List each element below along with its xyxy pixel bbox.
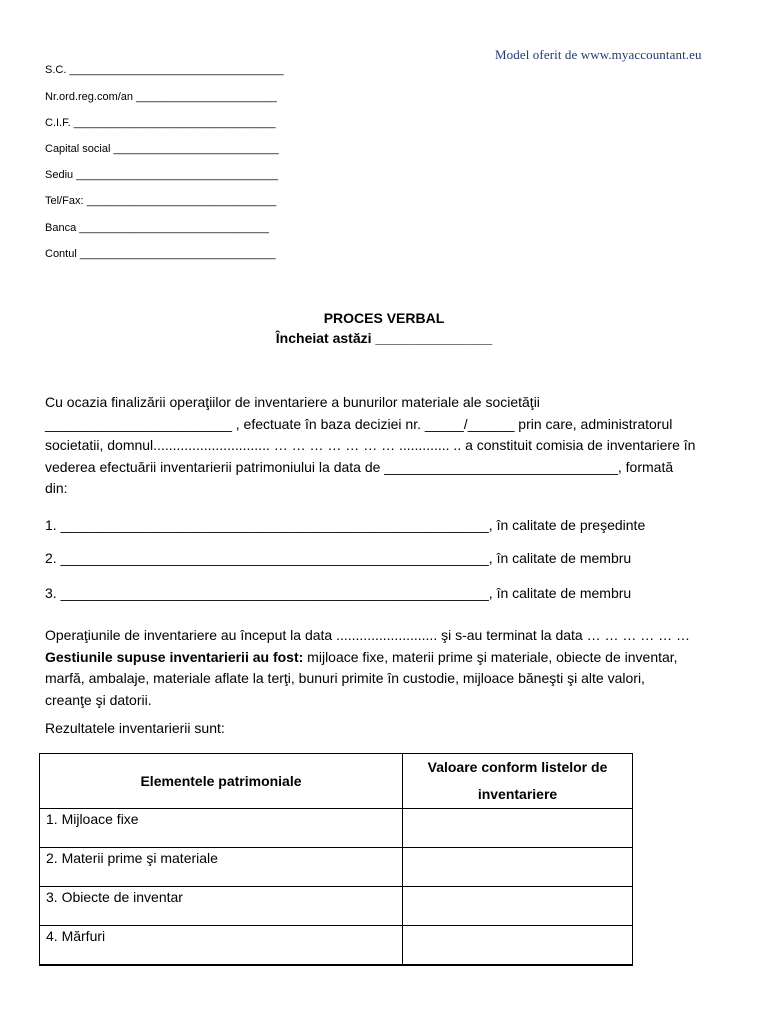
results-table: [39, 753, 633, 966]
table-row: [40, 848, 633, 887]
intro-line: din:: [45, 480, 68, 496]
account-field[interactable]: Contul ________________________________: [45, 248, 276, 260]
document-title: PROCES VERBAL: [323, 310, 445, 326]
table-row: [40, 809, 633, 848]
operations-line: creanţe şi datorii.: [45, 691, 152, 708]
row-label: 3. Obiecte de inventar: [40, 887, 403, 926]
document-date-line[interactable]: Încheiat astăzi _______________: [275, 330, 493, 346]
bank-field[interactable]: Banca _______________________________: [45, 222, 269, 234]
operations-bold-lead: Gestiunile supuse inventarierii au fost:: [45, 648, 304, 665]
commission-member-3[interactable]: 3. _______________________________________________________, în calitate de membru: [45, 585, 632, 601]
commission-member-president[interactable]: 1. _______________________________________________________, în calitate de preşedinte: [45, 517, 646, 533]
column-header-value-line1: Valoare conform listelor de: [427, 759, 608, 775]
registration-number-field[interactable]: Nr.ord.reg.com/an _______________________: [45, 91, 277, 103]
share-capital-field[interactable]: Capital social ___________________________: [45, 143, 279, 155]
company-name-field[interactable]: S.C. ___________________________________: [45, 64, 284, 76]
intro-line: societatii, domnul.............................. … … … … … … … ............. .. a constituit comisia de inventariere în: [45, 437, 696, 453]
operations-line: [45, 647, 690, 669]
intro-paragraph: [45, 392, 695, 500]
intro-line: Cu ocazia finalizării operaţiilor de inventariere a bunurilor materiale ale societăţii: [45, 394, 540, 410]
row-value-cell[interactable]: [403, 926, 633, 966]
commission-member-2[interactable]: 2. _______________________________________________________, în calitate de membru: [45, 550, 632, 566]
row-label: 1. Mijloace fixe: [40, 809, 403, 848]
headquarters-field[interactable]: Sediu _________________________________: [45, 169, 279, 181]
row-value-cell[interactable]: [403, 887, 633, 926]
intro-line: ________________________ , efectuate în baza deciziei nr. _____/______ prin care, administratorul: [45, 415, 673, 432]
row-label: 2. Materii prime şi materiale: [40, 848, 403, 887]
operations-list-start: mijloace fixe, materii prime şi materiale, obiecte de inventar,: [303, 648, 678, 665]
table-header-row: [40, 754, 633, 809]
row-label: 4. Mărfuri: [40, 926, 403, 966]
operations-line: Operaţiunile de inventariere au început la data .......................... şi s-au terminat la data … … … … … …: [45, 627, 691, 643]
results-label: Rezultatele inventarierii sunt:: [45, 720, 225, 736]
row-value-cell[interactable]: [403, 809, 633, 848]
tel-fax-field[interactable]: Tel/Fax: _______________________________: [45, 195, 277, 207]
website-credit: Model oferit de www.myaccountant.eu: [495, 47, 702, 62]
column-header-value: [403, 754, 633, 809]
column-header-value-line2: inventariere: [477, 786, 558, 802]
operations-line: marfă, ambalaje, materiale aflate la terţi, bunuri primite în custodie, mijloace băneşti şi alte valori,: [45, 670, 645, 686]
cif-field[interactable]: C.I.F. _________________________________: [45, 117, 276, 129]
intro-line: vederea efectuării inventarierii patrimoniului la data de ______________________________, formată: [45, 458, 674, 475]
table-row: [40, 926, 633, 966]
operations-paragraph: [45, 625, 690, 711]
column-header-elements: Elementele patrimoniale: [40, 754, 403, 809]
table-row: [40, 887, 633, 926]
row-value-cell[interactable]: [403, 848, 633, 887]
